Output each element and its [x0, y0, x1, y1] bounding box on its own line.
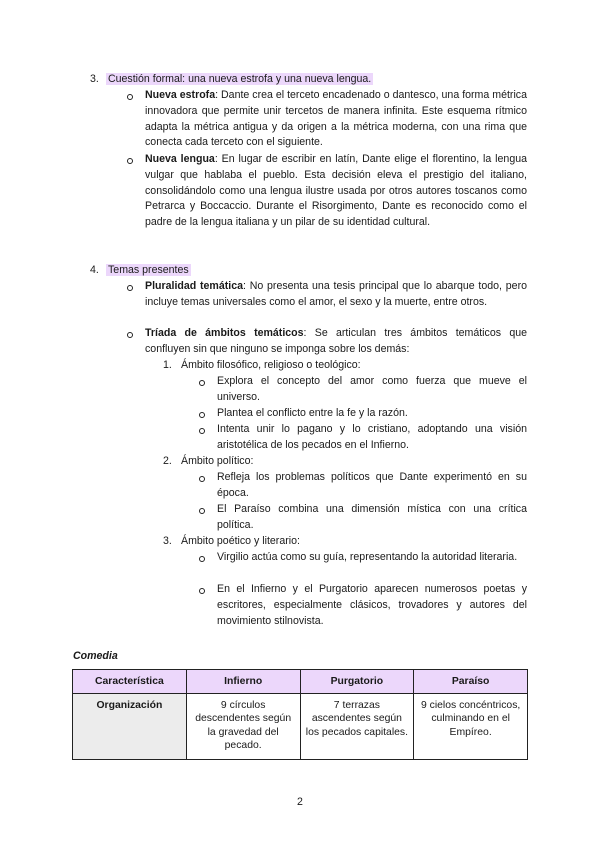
section-4-heading: [108, 263, 191, 279]
bullet-circle-icon: [199, 380, 205, 386]
table-cell: 7 terrazas ascendentes según los pecados capitales.: [300, 693, 414, 759]
ambito-3-title: Ámbito poético y literario:: [181, 535, 300, 547]
list-item-nueva-lengua: [145, 152, 527, 231]
header-cell: Característica: [73, 670, 187, 694]
bullet-circle-icon: [127, 158, 133, 164]
ambito-1-title: Ámbito filosófico, religioso o teológico:: [181, 359, 361, 371]
header-cell: Purgatorio: [300, 670, 414, 694]
list-item-pluralidad: [145, 279, 527, 311]
ambito-2-title: Ámbito político:: [181, 455, 254, 467]
ambito-1-point-1: Explora el concepto del amor como fuerza que mueve el universo.: [217, 375, 527, 403]
section-4-number: 4.: [90, 264, 99, 276]
ambito-1-point-2: Plantea el conflicto entre la fe y la razón.: [217, 407, 408, 419]
bullet-circle-icon: [199, 508, 205, 514]
section-3-heading: [108, 72, 373, 88]
term-nueva-estrofa: Nueva estrofa: [145, 89, 216, 101]
ambito-2-number: 2.: [163, 455, 172, 467]
list-item-triada: [145, 326, 527, 358]
bullet-circle-icon: [199, 588, 205, 594]
table-caption: Comedia: [73, 650, 118, 662]
bullet-circle-icon: [199, 556, 205, 562]
text-pluralidad: : No presenta una tesis principal que lo abarque todo, pero incluye temas universales como el amor, el sexo y la muerte, entre otros.: [145, 280, 527, 308]
section-3-title: Cuestión formal: una nueva estrofa y una nueva lengua.: [108, 73, 372, 85]
table-cell: 9 círculos descendentes según la gravedad del pecado.: [186, 693, 300, 759]
bullet-circle-icon: [127, 94, 133, 100]
text-nueva-estrofa: : Dante crea el terceto encadenado o dantesco, una forma métrica innovadora que permite unir tercetos de manera infinita. Este esquema rítmico adapta la métrica antigua y da origen a la métrica moderna, con una rima que conecta cada terceto con el siguiente.: [145, 89, 527, 149]
row-header-cell: Organización: [73, 693, 187, 759]
section-3-number: 3.: [90, 73, 99, 85]
header-cell: Infierno: [186, 670, 300, 694]
ambito-1-number: 1.: [163, 359, 172, 371]
term-pluralidad: Pluralidad temática: [145, 280, 243, 292]
text-nueva-lengua: : En lugar de escribir en latín, Dante elige el florentino, la lengua vulgar que hablaba el pueblo. Esta decisión eleva el prestigio del italiano, consolidándolo como una lengua ilustre usada por otros autores toscanos como Petrarca y Boccaccio. Durante el Risorgimento, Dante es reconocido como el padre de la lengua italiana y un pilar de su identidad cultural.: [145, 153, 527, 229]
bullet-circle-icon: [127, 285, 133, 291]
bullet-circle-icon: [199, 428, 205, 434]
section-4-title: Temas presentes: [108, 264, 189, 276]
bullet-circle-icon: [199, 412, 205, 418]
list-item-nueva-estrofa: [145, 88, 527, 151]
header-cell: Paraíso: [414, 670, 528, 694]
ambito-2-point-2: El Paraíso combina una dimensión mística con una crítica política.: [217, 503, 527, 531]
text-triada: : Se articulan tres ámbitos temáticos que confluyen sin que ninguno se imponga sobre los demás:: [145, 327, 527, 355]
comparison-table: [72, 669, 528, 760]
ambito-3-point-1: Virgilio actúa como su guía, representando la autoridad literaria.: [217, 551, 518, 563]
table-cell: 9 cielos concéntricos, culminando en el Empíreo.: [414, 693, 528, 759]
bullet-circle-icon: [199, 476, 205, 482]
term-nueva-lengua: Nueva lengua: [145, 153, 215, 165]
page-number: 2: [297, 796, 303, 808]
ambito-3-number: 3.: [163, 535, 172, 547]
ambito-2-point-1: Refleja los problemas políticos que Dante experimentó en su época.: [217, 471, 527, 499]
table-row: [73, 693, 528, 759]
term-triada: Tríada de ámbitos temáticos: [145, 327, 304, 339]
ambito-3-point-2: En el Infierno y el Purgatorio aparecen numerosos poetas y escritores, especialmente clásicos, trovadores y autores del movimiento stilnovista.: [217, 583, 527, 627]
bullet-circle-icon: [127, 332, 133, 338]
table-header-row: [73, 670, 528, 694]
ambito-1-point-3: Intenta unir lo pagano y lo cristiano, adoptando una visión aristotélica de los pecados en el Infierno.: [217, 423, 527, 451]
